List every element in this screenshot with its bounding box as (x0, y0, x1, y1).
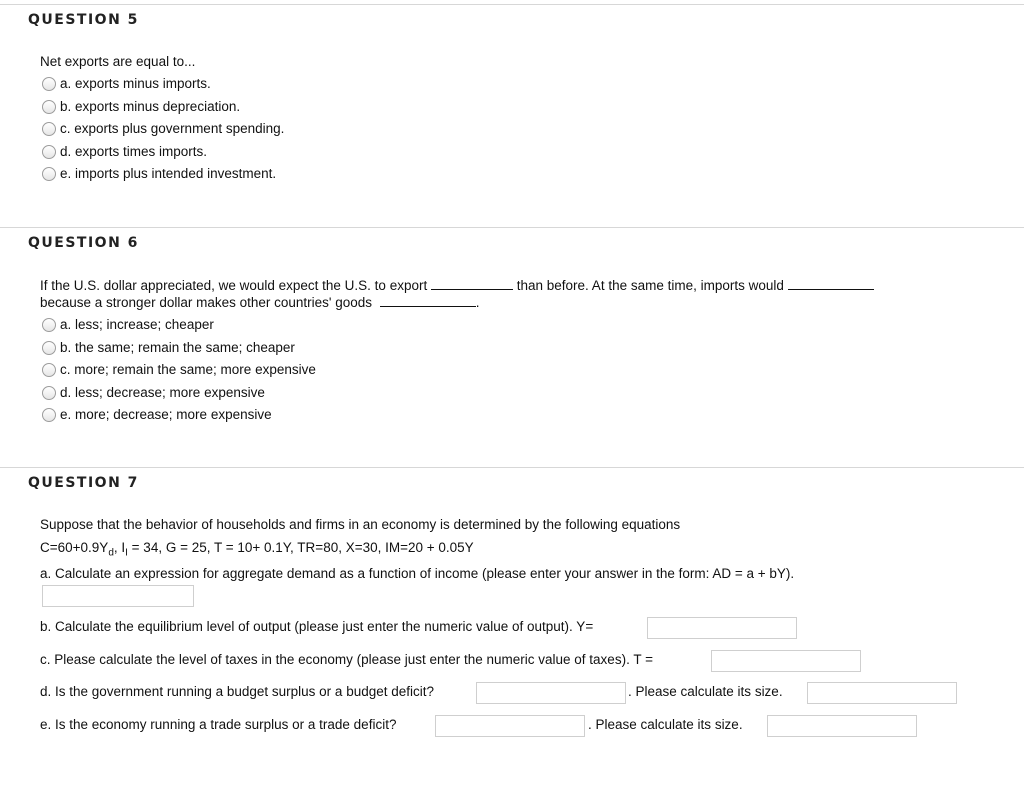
question-6 (0, 227, 1024, 467)
q5-option-d[interactable] (42, 143, 207, 161)
q6-option-e[interactable] (42, 406, 272, 424)
option-label: a. less; increase; cheaper (60, 317, 214, 332)
part-a-input[interactable] (42, 585, 194, 607)
question-7-equations (40, 540, 474, 562)
option-label: e. imports plus intended investment. (60, 166, 277, 181)
part-d-size-text: . Please calculate its size. (628, 684, 783, 699)
question-6-header (0, 227, 1024, 262)
part-e-size-input[interactable] (767, 715, 917, 737)
part-d-surplus-deficit-input[interactable] (476, 682, 626, 704)
prompt-end: . (475, 295, 480, 310)
question-7 (0, 467, 1024, 792)
q6-option-c[interactable] (42, 361, 316, 379)
radio-button[interactable] (42, 408, 56, 422)
q5-option-c[interactable] (42, 120, 284, 138)
option-label: b. the same; remain the same; cheaper (60, 340, 295, 355)
radio-button[interactable] (42, 122, 56, 136)
option-label: d. exports times imports. (60, 144, 208, 159)
part-b-text: b. Calculate the equilibrium level of output (please just enter the numeric value of output). Y= (40, 619, 594, 634)
equation-text: , I (113, 540, 126, 555)
equation-text: C=60+0.9Y (40, 540, 109, 555)
radio-button[interactable] (42, 100, 56, 114)
q6-option-a[interactable] (42, 316, 214, 334)
prompt-text: than before. At the same time, imports would (516, 278, 784, 293)
equation-text: = 34, G = 25, T = 10+ 0.1Y, TR=80, X=30, IM=20 + 0.05Y (127, 540, 474, 555)
option-label: d. less; decrease; more expensive (60, 385, 265, 400)
question-5-header (0, 4, 1024, 39)
question-6-title: QUESTION 6 (28, 235, 139, 251)
radio-button[interactable] (42, 386, 56, 400)
part-c-text: c. Please calculate the level of taxes in the economy (please just enter the numeric value of taxes). T = (40, 652, 653, 667)
option-label: e. more; decrease; more expensive (60, 407, 272, 422)
option-label: b. exports minus depreciation. (60, 99, 241, 114)
equation-subscript: d (108, 547, 114, 559)
part-e-text: e. Is the economy running a trade surplus or a trade deficit? (40, 717, 397, 732)
q5-option-e[interactable] (42, 165, 276, 183)
radio-button[interactable] (42, 167, 56, 181)
part-e-surplus-deficit-input[interactable] (435, 715, 585, 737)
fill-blank (788, 277, 874, 290)
question-6-prompt-line2 (40, 294, 480, 311)
prompt-text: because a stronger dollar makes other countries' goods (40, 295, 373, 310)
part-e-size-text: . Please calculate its size. (588, 717, 743, 732)
question-7-intro: Suppose that the behavior of households and firms in an economy is determined by the following equations (40, 517, 681, 532)
radio-button[interactable] (42, 318, 56, 332)
equation-subscript: I (125, 547, 128, 559)
part-d-text: d. Is the government running a budget surplus or a budget deficit? (40, 684, 435, 699)
fill-blank (431, 277, 513, 290)
part-c-input[interactable] (711, 650, 861, 672)
part-d-size-input[interactable] (807, 682, 957, 704)
radio-button[interactable] (42, 77, 56, 91)
option-label: c. more; remain the same; more expensive (60, 362, 316, 377)
option-label: a. exports minus imports. (60, 76, 211, 91)
part-a-text: a. Calculate an expression for aggregate demand as a function of income (please enter your answer in the form: AD = a + bY). (40, 566, 795, 581)
q6-option-b[interactable] (42, 339, 295, 357)
question-7-header (0, 467, 1024, 502)
radio-button[interactable] (42, 363, 56, 377)
prompt-text: If the U.S. dollar appreciated, we would expect the U.S. to export (40, 278, 428, 293)
question-7-title: QUESTION 7 (28, 475, 139, 491)
part-b-input[interactable] (647, 617, 797, 639)
radio-button[interactable] (42, 341, 56, 355)
q5-option-a[interactable] (42, 75, 211, 93)
fill-blank (380, 294, 476, 307)
option-label: c. exports plus government spending. (60, 121, 285, 136)
question-5 (0, 4, 1024, 226)
radio-button[interactable] (42, 145, 56, 159)
q5-option-b[interactable] (42, 98, 240, 116)
q6-option-d[interactable] (42, 384, 265, 402)
question-6-prompt-line1 (40, 277, 874, 294)
question-5-prompt: Net exports are equal to... (40, 54, 196, 69)
question-5-title: QUESTION 5 (28, 12, 139, 28)
